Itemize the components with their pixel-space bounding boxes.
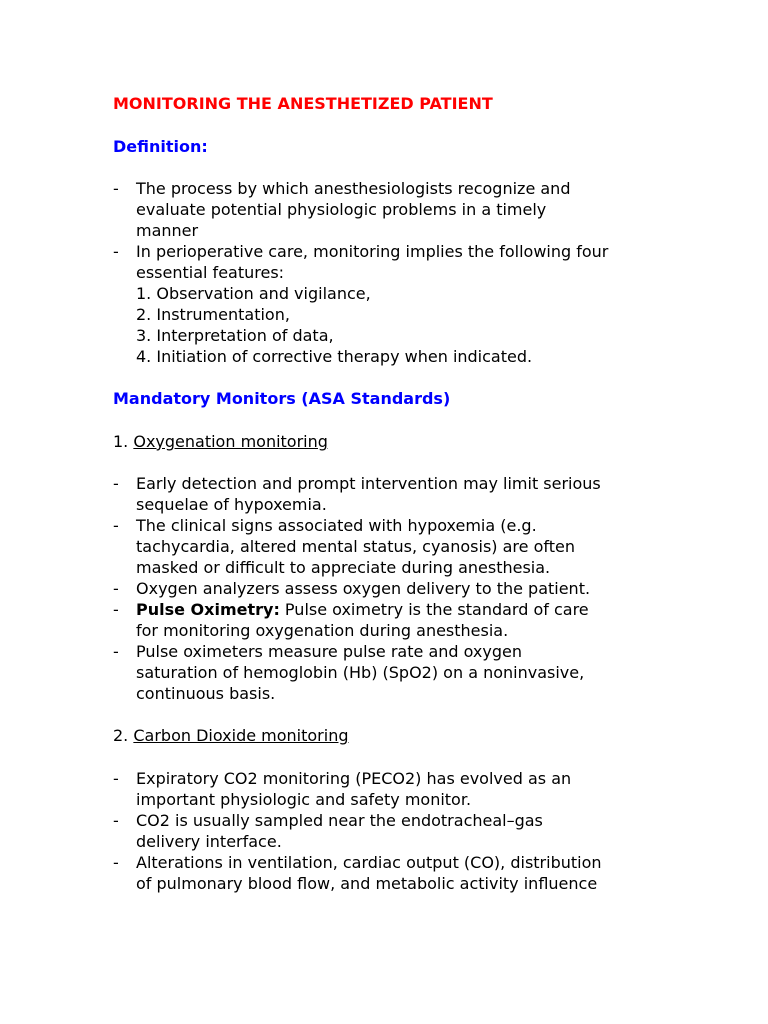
mandatory-monitors-heading: Mandatory Monitors (ASA Standards) <box>113 389 451 408</box>
list-item-text: Early detection and prompt intervention may limit serious <box>136 474 601 493</box>
list-item-text: for monitoring oxygenation during anesthesia. <box>136 621 509 640</box>
list-item-text: Expiratory CO2 monitoring (PECO2) has evolved as an <box>136 769 572 788</box>
definition-heading: Definition: <box>113 137 208 156</box>
list-item-text: In perioperative care, monitoring implies the following four <box>136 242 609 261</box>
list-item-text: sequelae of hypoxemia. <box>136 495 327 514</box>
bullet-marker: - <box>113 642 119 661</box>
list-item-text: Pulse oximeters measure pulse rate and oxygen <box>136 642 522 661</box>
bullet-marker: - <box>113 600 119 619</box>
bullet-marker: - <box>113 242 119 261</box>
section-title: Carbon Dioxide monitoring <box>133 726 349 745</box>
list-item-text: important physiologic and safety monitor. <box>136 790 472 809</box>
list-item-text <box>136 599 589 620</box>
list-item-text: essential features: <box>136 263 285 282</box>
bullet-marker: - <box>113 179 119 198</box>
section-number: 2. <box>113 726 134 745</box>
list-item-text: Alterations in ventilation, cardiac output (CO), distribution <box>136 853 602 872</box>
document-title: MONITORING THE ANESTHETIZED PATIENT <box>113 94 493 113</box>
pulse-oximetry-text: Pulse oximetry is the standard of care <box>279 600 589 619</box>
section-title: Oxygenation monitoring <box>133 432 328 451</box>
list-item-text: tachycardia, altered mental status, cyanosis) are often <box>136 537 575 556</box>
feature-item: 4. Initiation of corrective therapy when indicated. <box>136 347 533 366</box>
feature-item: 1. Observation and vigilance, <box>136 284 371 303</box>
bullet-marker: - <box>113 853 119 872</box>
bullet-marker: - <box>113 516 119 535</box>
list-item-text: delivery interface. <box>136 832 282 851</box>
bullet-marker: - <box>113 474 119 493</box>
feature-item: 2. Instrumentation, <box>136 305 290 324</box>
bullet-marker: - <box>113 811 119 830</box>
section-heading <box>113 725 349 746</box>
feature-item: 3. Interpretation of data, <box>136 326 334 345</box>
list-item-text: continuous basis. <box>136 684 276 703</box>
list-item-text: Oxygen analyzers assess oxygen delivery to the patient. <box>136 579 591 598</box>
bullet-marker: - <box>113 579 119 598</box>
list-item-text: CO2 is usually sampled near the endotracheal–gas <box>136 811 543 830</box>
pulse-oximetry-label: Pulse Oximetry: <box>136 600 280 619</box>
list-item-text: of pulmonary blood flow, and metabolic activity influence <box>136 874 598 893</box>
section-heading <box>113 431 328 452</box>
list-item-text: masked or difficult to appreciate during anesthesia. <box>136 558 551 577</box>
list-item-text: The clinical signs associated with hypoxemia (e.g. <box>136 516 537 535</box>
list-item-text: manner <box>136 221 199 240</box>
list-item-text: The process by which anesthesiologists recognize and <box>136 179 571 198</box>
section-number: 1. <box>113 432 134 451</box>
bullet-marker: - <box>113 769 119 788</box>
list-item-text: saturation of hemoglobin (Hb) (SpO2) on a noninvasive, <box>136 663 585 682</box>
list-item-text: evaluate potential physiologic problems in a timely <box>136 200 547 219</box>
